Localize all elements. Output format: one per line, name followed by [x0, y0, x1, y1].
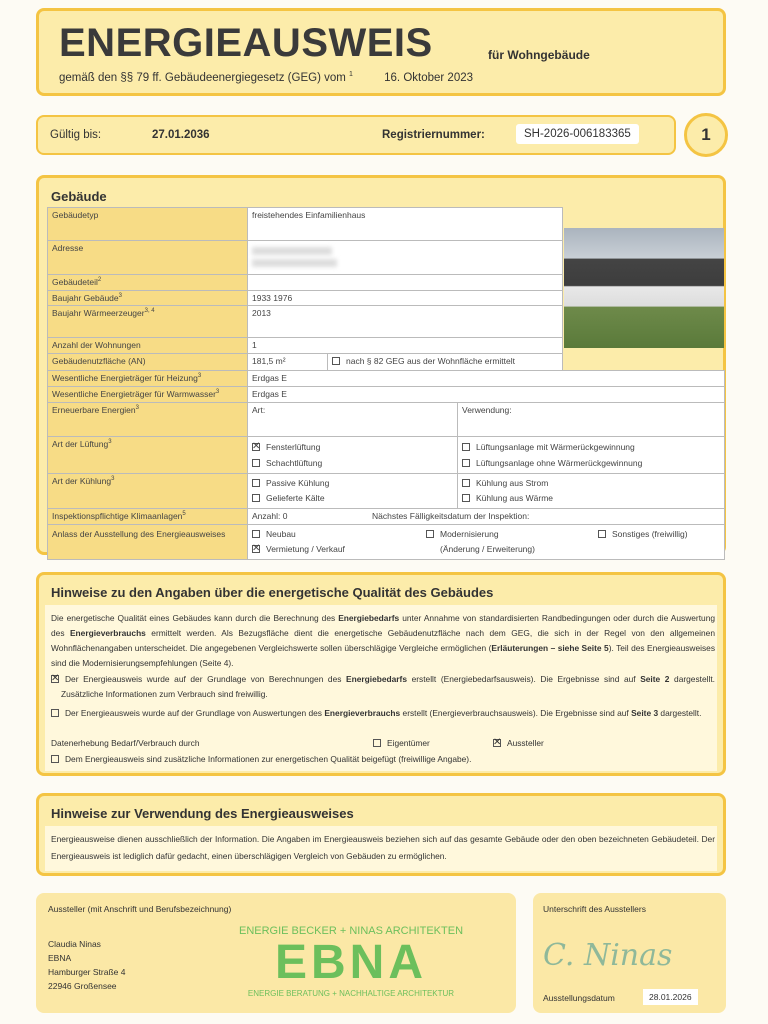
checkbox[interactable] — [252, 459, 260, 467]
text: Lüftungsanlage ohne Wärmerückgewinnung — [476, 458, 643, 468]
signature-box — [533, 893, 726, 1013]
document-subtitle: für Wohngebäude — [488, 48, 590, 62]
text: Kühlung aus Wärme — [476, 493, 554, 503]
text: Der Energieausweis wurde auf der Grundlage von Berechnungen des — [65, 674, 347, 684]
issuer-label: Aussteller (mit Anschrift und Berufsbezeichnung) — [48, 904, 232, 914]
text: Modernisierung — [440, 529, 499, 539]
text: Inspektionspflichtige Klimaanlagen — [52, 511, 183, 521]
text: Baujahr Wärmeerzeuger — [52, 308, 145, 318]
text: Baujahr Gebäude — [52, 293, 119, 303]
text: 1 — [349, 71, 353, 78]
section-heading: Hinweise zur Verwendung des Energieausweises — [51, 806, 354, 821]
text: dargestellt. Zusätzliche Informationen zum Verbrauch sind freiwillig. — [61, 674, 716, 699]
text: Fensterlüftung — [266, 442, 321, 452]
text: Wesentliche Energieträger für Warmwasser — [52, 389, 216, 399]
text: Aussteller — [507, 738, 544, 748]
checkbox-checked[interactable] — [51, 675, 59, 683]
valid-until-label: Gültig bis: — [50, 129, 102, 141]
text: 16. Oktober 2023 — [384, 71, 474, 84]
text: Wesentliche Energieträger für Heizung — [52, 373, 198, 383]
quality-intro — [51, 611, 715, 671]
text: 3 — [118, 293, 122, 300]
building-table-lower — [47, 370, 725, 560]
checkbox[interactable] — [252, 479, 260, 487]
checkbox[interactable] — [252, 530, 260, 538]
text: 5 — [182, 511, 186, 518]
text: Schachtlüftung — [266, 458, 323, 468]
issue-date: 28.01.2026 — [643, 989, 698, 1005]
usage-notes-section — [36, 793, 726, 876]
page-number-badge — [684, 113, 728, 157]
text: Anzahl: 0 — [252, 511, 288, 521]
text: Nächstes Fälligkeitsdatum der Inspektion: — [372, 511, 530, 521]
text: Die energetische Qualität eines Gebäudes kann durch die Berechnung des — [51, 613, 339, 623]
building-section — [36, 175, 726, 555]
text: Adresse — [52, 243, 84, 253]
text: Energiebedarfs — [346, 674, 407, 684]
consumption-option — [51, 706, 715, 721]
text: Anlass der Ausstellung des Energieausweises — [48, 525, 248, 560]
checkbox-issuer[interactable] — [493, 739, 501, 747]
checkbox-owner[interactable] — [373, 739, 381, 747]
text: Energieverbrauchs — [324, 708, 401, 718]
text: Verwendung: — [458, 403, 725, 437]
text: Kühlung aus Strom — [476, 478, 549, 488]
checkbox-checked[interactable] — [252, 443, 260, 451]
text: ENERGIE BECKER + NINAS ARCHITEKTEN — [238, 925, 464, 937]
text: Art: — [248, 403, 458, 437]
document-title: ENERGIEAUSWEIS — [59, 21, 433, 65]
text: dargestellt. — [658, 708, 702, 718]
heater-year: 2013 — [248, 306, 563, 338]
checkbox[interactable] — [462, 494, 470, 502]
checkbox[interactable] — [51, 755, 59, 763]
text: Energieverbrauchs — [69, 628, 146, 638]
text: EBNA — [48, 953, 72, 963]
text: ENERGIE BERATUNG + NACHHALTIGE ARCHITEKTUR — [247, 989, 455, 998]
text: Art der Kühlung — [52, 476, 112, 486]
text: Der Energieausweis wurde auf der Grundlage von Auswertungen des — [65, 708, 325, 718]
text: Sonstiges (freiwillig) — [612, 529, 688, 539]
address-blurred — [252, 247, 332, 255]
text: EBNA — [274, 936, 427, 989]
checkbox[interactable] — [462, 443, 470, 451]
building-type: freistehendes Einfamilienhaus — [252, 210, 366, 220]
issuer-address — [48, 937, 125, 993]
section-heading: Gebäude — [51, 189, 107, 204]
text: ermittelt werden. Als Bezugsfläche dient die energetische Gebäudenutzfläche nach dem GEG, die sich in der Regel von den allgemeinen Wohnflächenangaben unterscheidet. Die angegebenen Vergleichswerte sollen überschlägige Vergleiche ermöglichen ( — [51, 628, 715, 653]
text: Erläuterungen – siehe Seite 5 — [491, 643, 609, 653]
text: Hamburger Straße 4 — [48, 967, 126, 977]
checkbox[interactable] — [598, 530, 606, 538]
checkbox-checked[interactable] — [252, 545, 260, 553]
text: 3 — [215, 389, 220, 396]
text: Energiebedarfs — [338, 613, 400, 623]
text: (Änderung / Erweiterung) — [440, 544, 535, 554]
checkbox[interactable] — [426, 530, 434, 538]
registration-label: Registriernummer: — [382, 129, 485, 141]
text: Neubau — [266, 529, 296, 539]
construction-year: 1933 1976 — [248, 291, 563, 306]
data-collection-label: Datenerhebung Bedarf/Verbrauch durch — [51, 738, 200, 748]
checkbox[interactable] — [462, 479, 470, 487]
text: Gebäudenutzfläche (AN) — [52, 356, 146, 366]
quality-notes-section — [36, 572, 726, 776]
text: Seite 2 — [640, 674, 670, 684]
text: 3, 4 — [144, 308, 155, 315]
company-stamp — [226, 925, 476, 998]
text: Seite 3 — [631, 708, 659, 718]
text: erstellt (Energieverbrauchsausweis). Die Ergebnisse sind auf — [400, 708, 632, 718]
checkbox[interactable] — [462, 459, 470, 467]
registration-number: SH-2026-006183365 — [516, 124, 639, 144]
text: 3 — [135, 405, 139, 412]
valid-until-value: 27.01.2036 — [152, 129, 210, 141]
text: Anzahl der Wohnungen — [52, 340, 141, 350]
hotwater-carrier: Erdgas E — [248, 387, 725, 403]
text: 3 — [111, 476, 115, 483]
text: Art der Lüftung — [52, 439, 109, 449]
text: Erneuerbare Energien — [52, 405, 136, 415]
header-box — [36, 8, 726, 96]
issuer-box — [36, 893, 516, 1013]
building-photo — [564, 228, 724, 348]
validity-bar — [36, 115, 676, 155]
text: Dem Energieausweis sind zusätzliche Informationen zur energetischen Qualität beigefügt (freiwillige Angabe). — [65, 754, 472, 764]
text: Passive Kühlung — [266, 478, 330, 488]
text: 22946 Großensee — [48, 981, 117, 991]
text: Eigentümer — [387, 738, 430, 748]
usable-area: 181,5 m² — [248, 354, 328, 371]
checkbox[interactable] — [51, 709, 59, 717]
demand-option — [51, 672, 715, 702]
building-table — [47, 207, 563, 371]
text: unter Annahme von standardisierten Randbedingungen oder durch die Auswertung des — [51, 613, 716, 638]
heating-carrier: Erdgas E — [248, 371, 725, 387]
checkbox[interactable] — [252, 494, 260, 502]
text: Gelieferte Kälte — [266, 493, 325, 503]
unit-count: 1 — [248, 338, 563, 354]
text: nach § 82 GEG aus der Wohnfläche ermittelt — [346, 356, 515, 366]
issue-date-label: Ausstellungsdatum — [543, 993, 615, 1003]
text: ). Teil des Energieausweises sind die Modernisierungsempfehlungen (Seite 4). — [51, 643, 716, 668]
checkbox[interactable] — [332, 357, 340, 365]
section-heading: Hinweise zu den Angaben über die energetische Qualität des Gebäudes — [51, 585, 494, 600]
text: Gebäudeteil — [52, 277, 98, 287]
signature-label: Unterschrift des Ausstellers — [543, 904, 646, 914]
signature: C. Ninas — [543, 938, 673, 973]
text: erstellt (Energiebedarfsausweis). Die Ergebnisse sind auf — [407, 674, 641, 684]
text: Gebäudetyp — [52, 210, 99, 220]
text: 3 — [197, 373, 202, 380]
text: gemäß den §§ 79 ff. Gebäudeenergiegesetz (GEG) vom — [59, 71, 346, 84]
text: 1 — [701, 125, 711, 144]
text: Lüftungsanlage mit Wärmerückgewinnung — [476, 442, 635, 452]
usage-text: Energieausweise dienen ausschließlich der Information. Die Angaben im Energieausweis beziehen sich auf das gesamte Gebäude oder den oben bezeichneten Gebäudeteil. Der Energieausweis ist lediglich dafür gedacht, einen überschlägigen Vergleich von Gebäuden zu ermöglichen. — [51, 834, 715, 861]
text: Vermietung / Verkauf — [266, 544, 345, 554]
text: 3 — [108, 439, 112, 446]
text: Claudia Ninas — [48, 939, 101, 949]
law-reference — [59, 71, 473, 84]
text: 2 — [97, 277, 102, 284]
